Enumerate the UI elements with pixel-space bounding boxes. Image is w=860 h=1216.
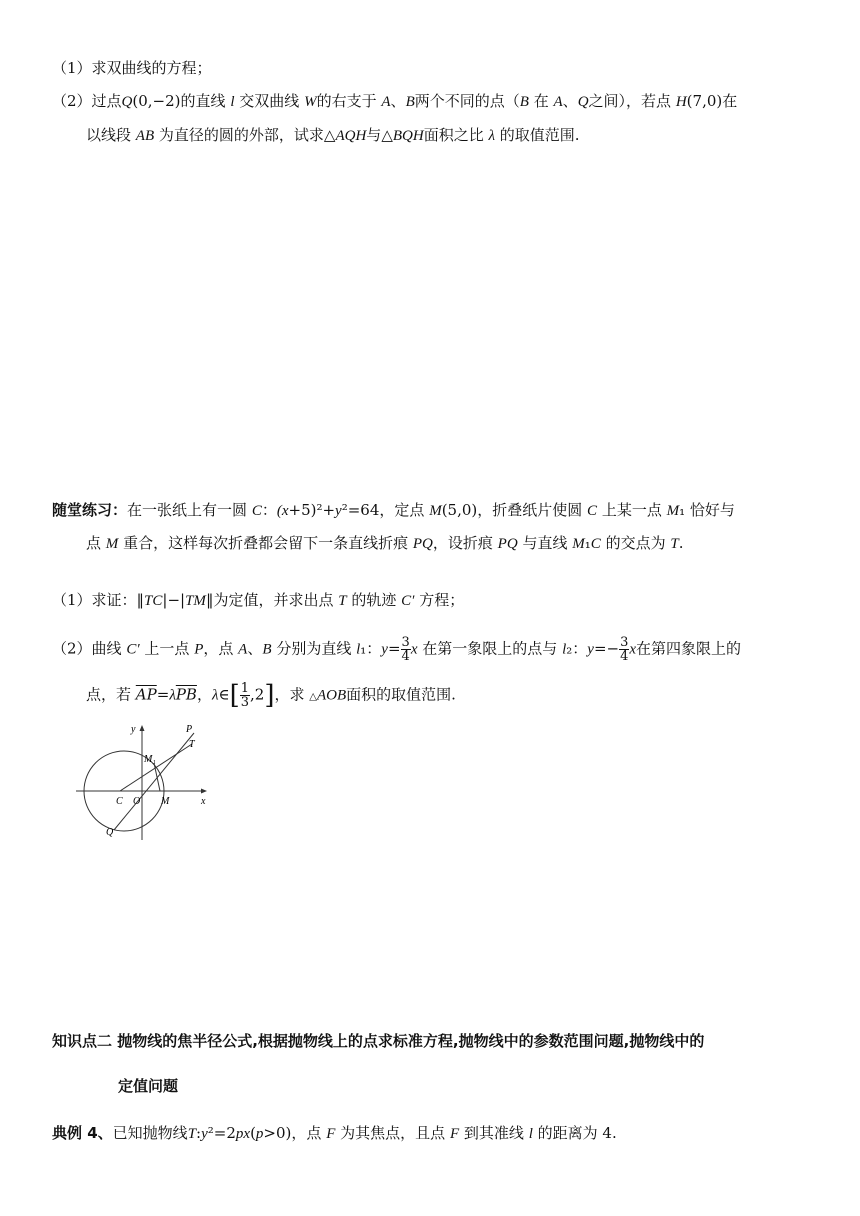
label-c: C (116, 796, 123, 807)
label-m: M (161, 796, 170, 807)
practice-line-5: 点，若 $\overline{AP}=\lambda\overline{PB}$，λ∈[ $\frac{1}{3}$ ,2]，求 △AOB面积的取值范围. (86, 680, 456, 711)
q2-line-1: （2）过点Q(0,−2)的直线 l 交双曲线 W的右支于 A、B两个不同的点（B 在 A、Q之间），若点 H(7,0)在 (52, 92, 738, 110)
knowledge-point-heading-cont: 定值问题 (118, 1077, 179, 1095)
practice-line-2: 点 M 重合，这样每次折叠都会留下一条直线折痕 PQ，设折痕 PQ 与直线 M₁C 的交点为 T. (86, 534, 684, 552)
line-qp (114, 733, 194, 830)
label-o: O (133, 796, 141, 807)
q2-line-2: 以线段 AB 为直径的圆的外部，试求△AQH与△BQH面积之比 λ 的取值范围. (86, 126, 580, 144)
geometry-figure (74, 718, 214, 848)
label-y: y (131, 724, 136, 735)
practice-line-1: 随堂练习：在一张纸上有一圆 C：(x+5)²+y²=64，定点 M(5,0)，折叠纸片使圆 C 上某一点 M₁ 恰好与 (52, 501, 735, 519)
example-label: 典例 4、 (52, 1124, 113, 1142)
label-x: x (201, 796, 206, 807)
q1-line: （1）求双曲线的方程； (52, 59, 212, 77)
label-q: Q (106, 827, 114, 838)
label-t: T (189, 739, 195, 750)
practice-line-4: （2）曲线 C′ 上一点 P，点 A、B 分别为直线 l₁：y= $\frac{3}{4}$ x 在第一象限上的点与 l₂：y=− $\frac{3}{4}$ x在第四象限上的 (52, 635, 742, 664)
line-ct (120, 744, 192, 791)
practice-line-3: （1）求证：‖TC|−|TM‖为定值，并求出点 T 的轨迹 C′ 方程； (52, 591, 465, 609)
practice-label: 随堂练习： (52, 501, 128, 519)
example-4: 典例 4、已知抛物线T:y²=2px(p>0)，点 F 为其焦点，且点 F 到其准线 l 的距离为 4. (52, 1124, 617, 1142)
knowledge-point-heading: 知识点二 抛物线的焦半径公式,根据抛物线上的点求标准方程,抛物线中的参数范围问题,抛物线中的 (52, 1032, 705, 1050)
label-m1: M₁ (144, 754, 156, 765)
label-p: P (186, 724, 193, 735)
